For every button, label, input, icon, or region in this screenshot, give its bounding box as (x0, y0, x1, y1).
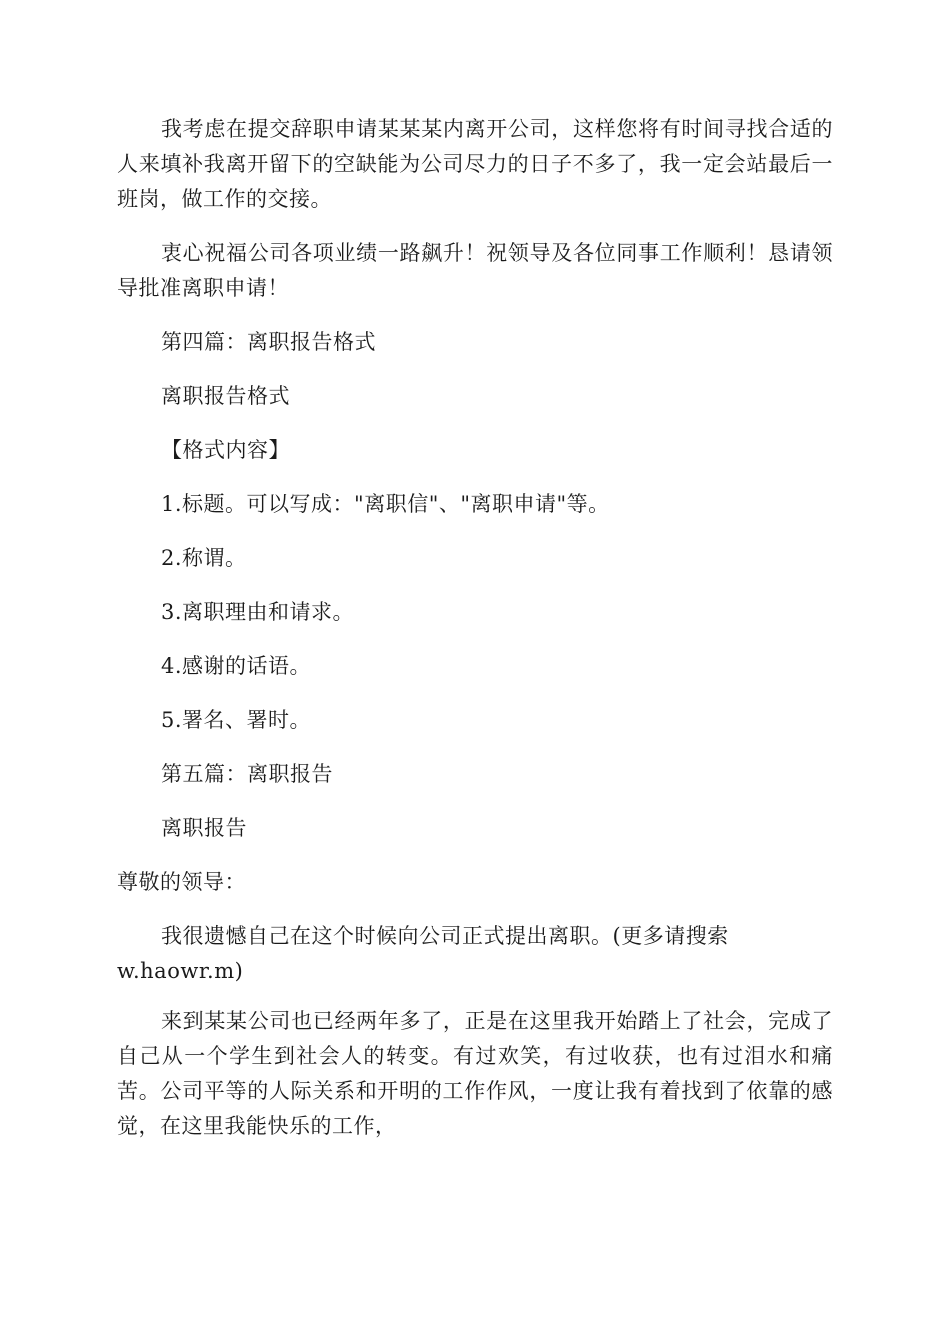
section-heading-4: 第四篇：离职报告格式 (161, 330, 376, 354)
list-item-reason: 3.离职理由和请求。 (161, 600, 355, 624)
subtitle-format: 离职报告格式 (161, 384, 290, 408)
subtitle-report: 离职报告 (161, 816, 247, 840)
paragraph-regret: 我很遗憾自己在这个时候向公司正式提出离职。(更多请搜索 (161, 924, 729, 948)
paragraph-handover: 我考虑在提交辞职申请某某某内离开公司，这样您将有时间寻找合适的人来填补我离开留下的空缺能为公司尽力的日子不多了，我一定会站最后一班岗，做工作的交接。 (117, 117, 833, 211)
list-item-thanks: 4.感谢的话语。 (161, 654, 312, 678)
document-page (117, 112, 833, 1144)
section-heading-5: 第五篇：离职报告 (161, 762, 333, 786)
paragraph-experience: 来到某某公司也已经两年多了，正是在这里我开始踏上了社会，完成了自己从一个学生到社会人的转变。有过欢笑，有过收获，也有过泪水和痛苦。公司平等的人际关系和开明的工作作风，一度让我有着找到了依靠的感觉，在这里我能快乐的工作， (117, 1009, 833, 1138)
list-item-title: 1.标题。可以写成："离职信"、"离职申请"等。 (161, 492, 610, 516)
format-content-label: 【格式内容】 (161, 438, 290, 462)
url-line: w.haowr.m) (117, 959, 244, 983)
list-item-signature: 5.署名、署时。 (161, 708, 312, 732)
salutation-line: 尊敬的领导： (117, 870, 246, 894)
paragraph-blessing: 衷心祝福公司各项业绩一路飙升！祝领导及各位同事工作顺利！恳请领导批准离职申请！ (117, 241, 833, 300)
list-item-salutation: 2.称谓。 (161, 546, 247, 570)
